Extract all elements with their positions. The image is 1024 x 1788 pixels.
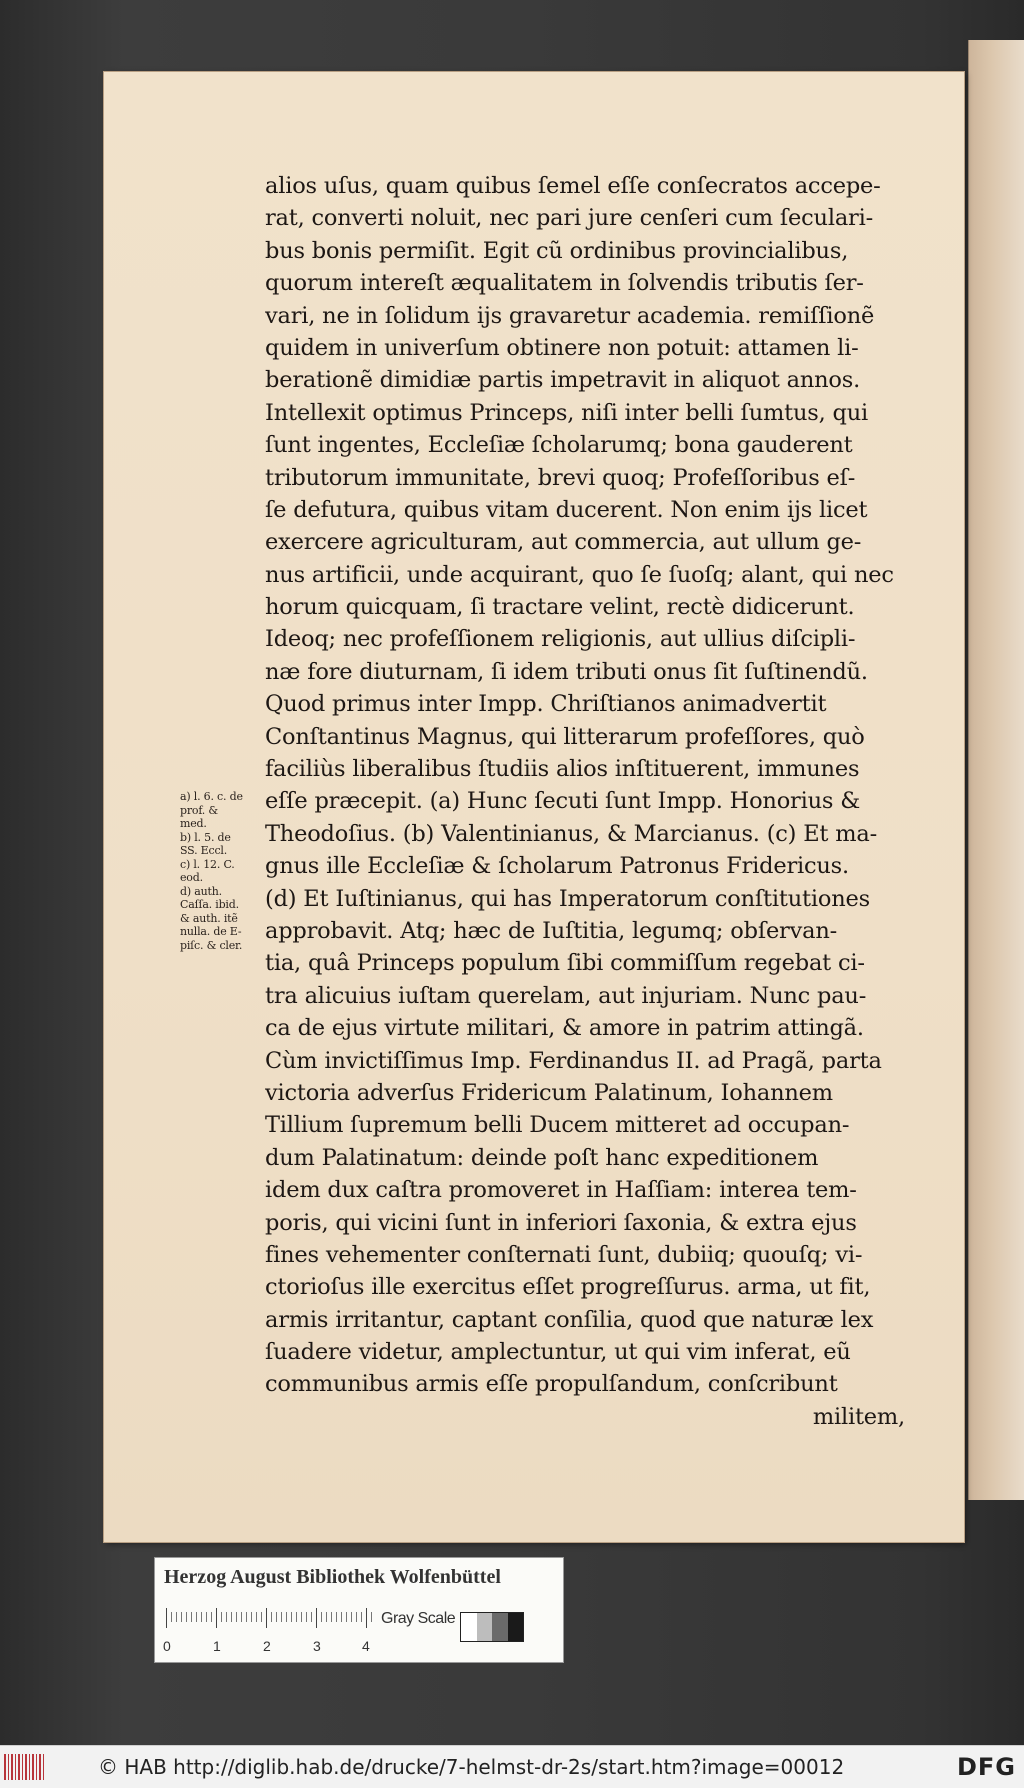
text-line: bus bonis permiſit. Egit cũ ordinibus provincialibus, xyxy=(265,237,849,264)
text-line: eſſe præcepit. (a) Hunc ſecuti ſunt Impp. Honorius & xyxy=(265,788,861,815)
margin-note: a) l. 6. c. de xyxy=(180,790,243,803)
text-line: gnus ille Eccleſiæ & ſcholarum Patronus Fridericus. xyxy=(265,853,849,880)
gray-scale-label: Gray Scale xyxy=(381,1610,456,1627)
citation-url[interactable]: © HAB http://diglib.hab.de/drucke/7-helmst-dr-2s/start.htm?image=00012 xyxy=(98,1755,845,1779)
catchword: militem, xyxy=(812,1403,905,1430)
margin-note: eod. xyxy=(180,871,203,884)
text-line: armis irritantur, captant conſilia, quod que naturæ lex xyxy=(265,1306,874,1333)
margin-note: med. xyxy=(180,817,207,830)
margin-note: nulla. de E- xyxy=(180,925,242,938)
margin-note: piſc. & cler. xyxy=(180,938,243,952)
text-line: tra alicuius iuſtam querelam, aut injuriam. Nunc pau- xyxy=(265,982,867,1009)
margin-note: c) l. 12. C. xyxy=(180,857,235,871)
gray-swatch-patch xyxy=(461,1613,477,1641)
ruler-number: 0 xyxy=(163,1638,171,1654)
text-line: rat, converti noluit, nec pari jure cenſeri cum ſeculari- xyxy=(265,205,873,232)
text-line: ſunt ingentes, Eccleſiæ ſcholarumq; bona gauderent xyxy=(265,432,853,459)
text-line: dum Palatinatum: deinde poſt hanc expeditionem xyxy=(265,1144,819,1171)
margin-note: prof. & xyxy=(180,803,218,817)
text-line: alios uſus, quam quibus ſemel eſſe conſecratos accepe- xyxy=(265,173,881,199)
ruler-major-ticks xyxy=(166,1608,376,1628)
text-line: quorum intereſt æqualitatem in ſolvendis tributis ſer- xyxy=(265,270,864,297)
gray-swatch-patch xyxy=(477,1613,493,1641)
margin-note: & auth. itẽ xyxy=(180,911,238,925)
text-line: faciliùs liberalibus ſtudiis alios inſtituerent, immunes xyxy=(265,756,860,783)
text-line: ca de ejus virtute militari, & amore in patrim attingã. xyxy=(265,1015,864,1042)
text-line: Cùm invictiſſimus Imp. Ferdinandus II. ad Pragã, parta xyxy=(265,1047,882,1074)
text-line: victoria adverſus Fridericum Palatinum, Iohannem xyxy=(265,1079,833,1106)
barcode-icon xyxy=(4,1754,46,1780)
ruler-number: 3 xyxy=(313,1638,321,1654)
text-line: ctorioſus ille exercitus eſſet progreſſurus. arma, ut fit, xyxy=(265,1274,871,1301)
dfg-logo: DFG xyxy=(956,1753,1016,1781)
text-line: tributorum immunitate, brevi quoq; Profeſſoribus eſ- xyxy=(265,464,856,491)
text-line: næ fore diuturnam, ſi idem tributi onus ſit ſuſtinendũ. xyxy=(265,658,868,685)
text-line: Intellexit optimus Princeps, niſi inter belli ſumtus, qui xyxy=(265,399,868,426)
ruler-number: 1 xyxy=(213,1638,221,1654)
text-line: communibus armis eſſe propulſandum, conſcribunt xyxy=(265,1371,838,1398)
text-line: horum quicquam, ſi tractare velint, rectè didicerunt. xyxy=(265,594,855,621)
text-line: (d) Et Iuſtinianus, qui has Imperatorum conſtitutiones xyxy=(265,885,870,912)
text-line: tia, quâ Princeps populum ſibi commiſſum regebat ci- xyxy=(265,950,865,977)
text-line: poris, qui vicini ſunt in inferiori ſaxonia, & extra ejus xyxy=(265,1209,857,1236)
facing-page-edge xyxy=(968,40,1024,1500)
text-line: Theodoſius. (b) Valentinianus, & Marcianus. (c) Et ma- xyxy=(265,820,877,847)
gray-swatch-patch xyxy=(492,1613,508,1641)
text-line: ſe defutura, quibus vitam ducerent. Non enim ijs licet xyxy=(265,496,868,523)
gray-scale-swatch xyxy=(460,1612,524,1642)
ruler-number: 4 xyxy=(362,1638,370,1654)
text-line: idem dux caſtra promoveret in Haſſiam: interea tem- xyxy=(265,1177,857,1204)
text-line: approbavit. Atq; hæc de Iuſtitia, legumq; obſervan- xyxy=(265,917,838,944)
body-text xyxy=(265,170,905,1433)
text-line: exercere agriculturam, aut commercia, aut ullum ge- xyxy=(265,529,862,556)
ruler-number: 2 xyxy=(263,1638,271,1654)
margin-note: b) l. 5. de xyxy=(180,830,231,844)
library-name: Herzog August Bibliothek Wolfenbüttel xyxy=(164,1566,501,1588)
gray-swatch-patch xyxy=(508,1613,524,1641)
margin-note: SS. Eccl. xyxy=(180,844,228,857)
book-page xyxy=(104,72,964,1542)
text-line: Conſtantinus Magnus, qui litterarum profeſſores, quò xyxy=(265,723,865,750)
text-line: vari, ne in ſolidum ijs gravaretur academia. remiſſionẽ xyxy=(265,302,875,329)
margin-notes xyxy=(180,790,260,952)
margin-note: Caſſa. ibid. xyxy=(180,898,239,911)
text-line: nus artificii, unde acquirant, quo ſe ſuoſq; alant, qui nec xyxy=(265,561,894,588)
text-line: fines vehementer conſternati ſunt, dubiiq; quouſq; vi- xyxy=(265,1241,863,1268)
text-line: Ideoq; nec profeſſionem religionis, aut ullius diſcipli- xyxy=(265,626,856,653)
margin-note: d) auth. xyxy=(180,884,222,898)
text-line: berationẽ dimidiæ partis impetravit in aliquot annos. xyxy=(265,367,861,394)
text-line: quidem in univerſum obtinere non potuit: attamen li- xyxy=(265,334,859,361)
footer-bar xyxy=(0,1745,1024,1788)
text-line: ſuadere videtur, amplectuntur, ut qui vim inferat, eũ xyxy=(265,1339,851,1366)
library-scale-label xyxy=(154,1557,564,1663)
text-line: Tillium ſupremum belli Ducem mitteret ad occupan- xyxy=(265,1112,850,1139)
text-line: Quod primus inter Impp. Chriſtianos animadvertit xyxy=(265,691,827,718)
